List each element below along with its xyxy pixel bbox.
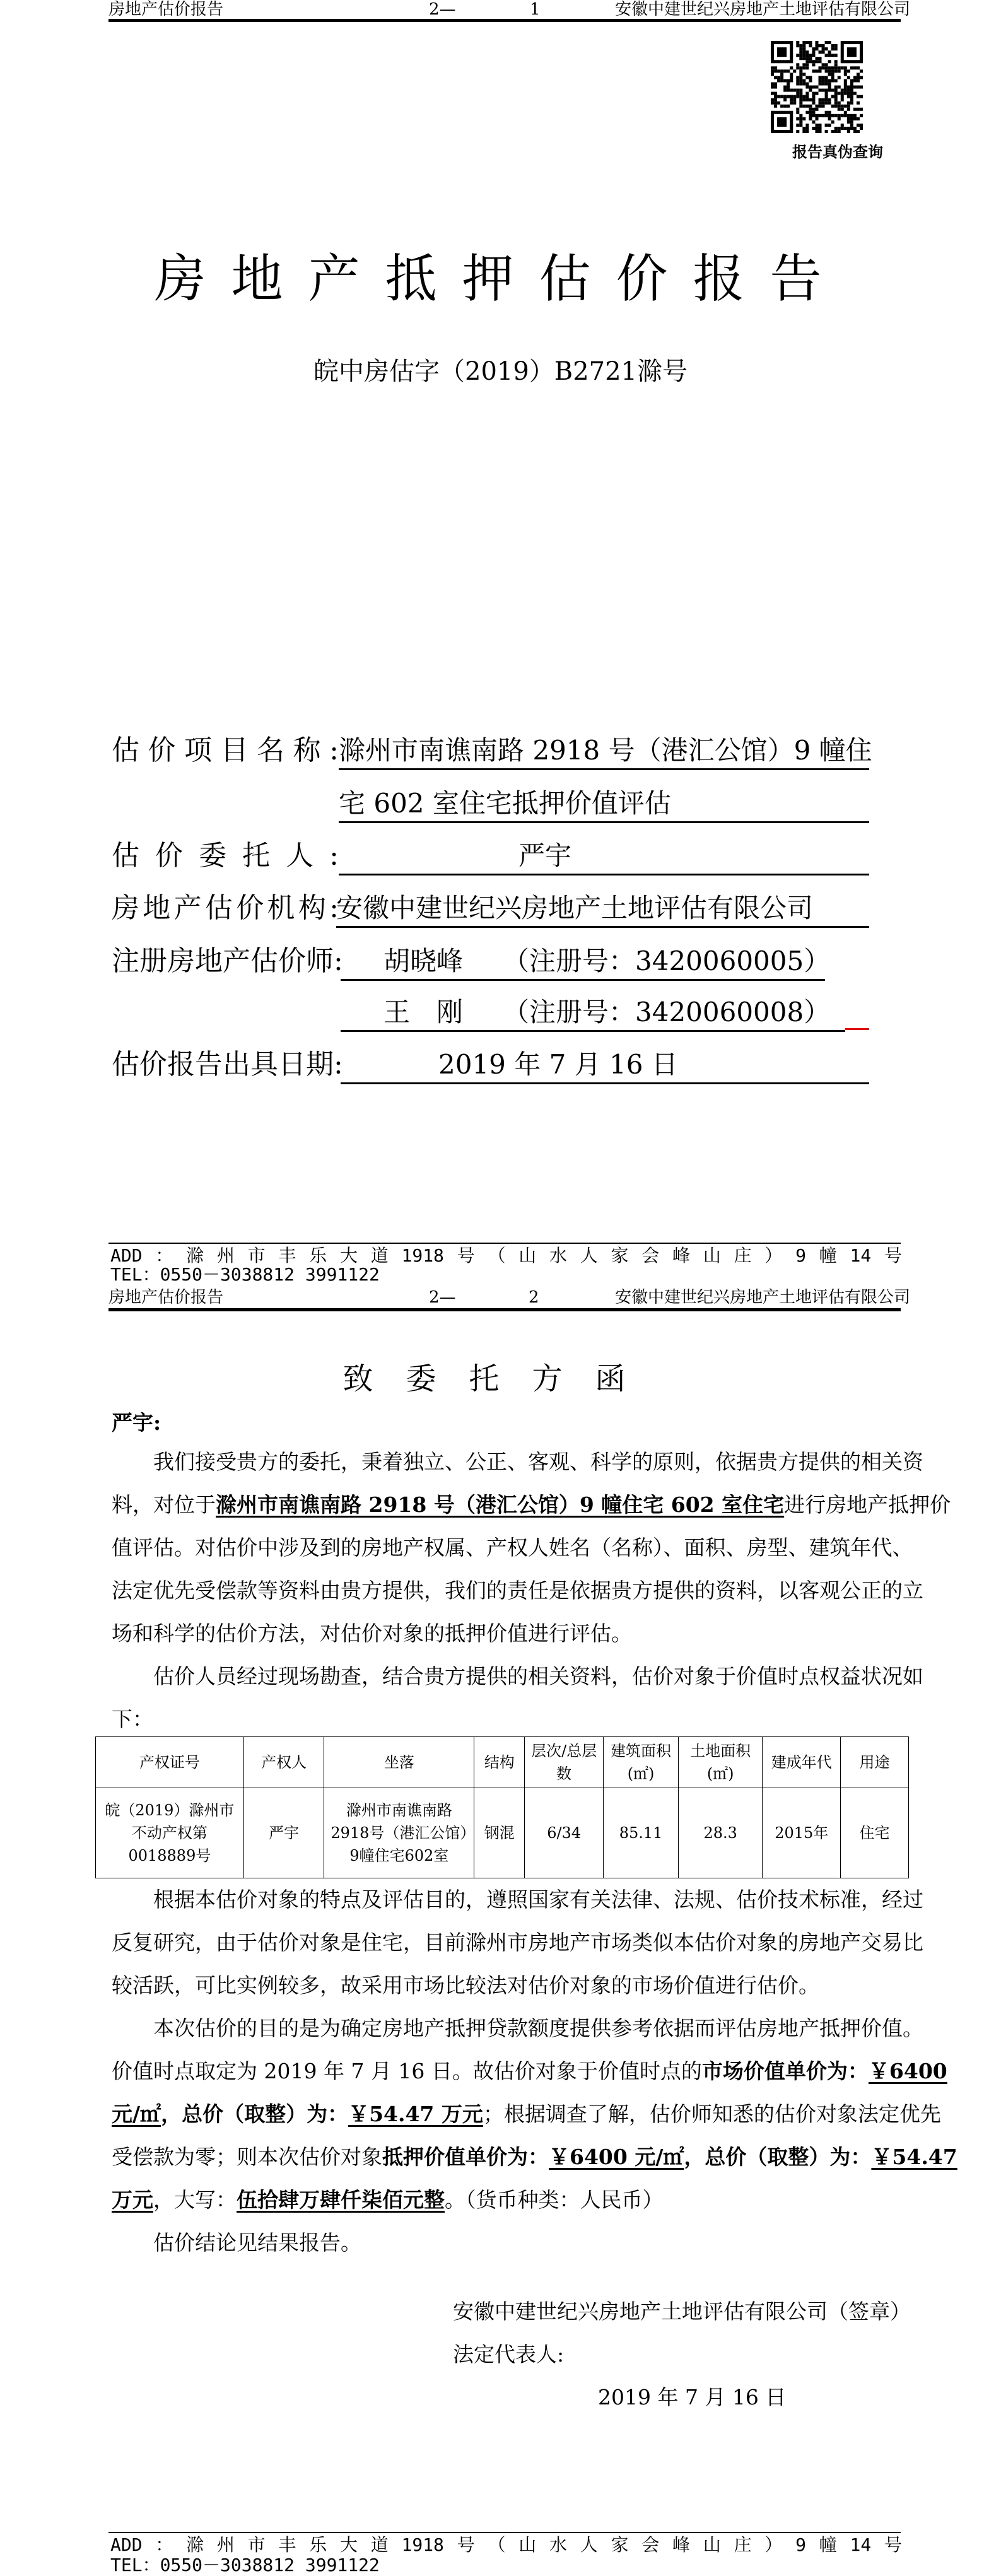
- text-segment: ￥54.47 万元: [348, 2102, 483, 2126]
- table-header-cell: 坐落: [324, 1737, 474, 1788]
- text-segment: ，总价（取整）为：: [684, 2145, 872, 2169]
- red-mark: [845, 1028, 869, 1030]
- table-cell: 皖（2019）滁州市不动产权第0018889号: [96, 1788, 244, 1878]
- letter-title: 致委托方函: [342, 1361, 659, 1396]
- text-segment: 。（货币种类：人民币）: [445, 2187, 664, 2212]
- header-right: 安徽中建世纪兴房地产土地评估有限公司: [615, 0, 911, 19]
- header-rule: [108, 19, 901, 22]
- footer-tel: TEL：0550－3038812 3991122: [110, 2555, 380, 2575]
- text-segment: 估价结论见结果报告。: [112, 2230, 361, 2255]
- table-cell: 滁州市南谯南路2918号（港汇公馆）9幢住宅602室: [324, 1788, 474, 1878]
- project-value-line2: 宅 602 室住宅抵押价值评估: [339, 786, 869, 823]
- text-line: [112, 1930, 923, 1955]
- text-line: [112, 1707, 910, 1732]
- table-header-cell: 产权证号: [96, 1737, 244, 1788]
- signature-company: 安徽中建世纪兴房地产土地评估有限公司（签章）: [453, 2299, 911, 2324]
- text-segment: 滁州市南谯南路 2918 号（港汇公馆）9 幢住宅 602 室住宅: [216, 1492, 785, 1517]
- header-left: 房地产估价报告: [108, 0, 224, 19]
- text-segment: ￥54.47: [871, 2145, 957, 2169]
- text-segment: 伍拾肆万肆仟柒佰元整: [237, 2187, 445, 2212]
- header-rule: [108, 1308, 901, 1311]
- table-header-cell: 土地面积(㎡): [678, 1737, 763, 1788]
- project-label: 估价项目名称:: [112, 734, 339, 766]
- text-line: [112, 1492, 951, 1518]
- text-segment: 元/㎡: [112, 2102, 161, 2126]
- text-segment: 值评估。对估价中涉及到的房地产权属、产权人姓名（名称）、面积、房型、建筑年代、: [112, 1535, 913, 1560]
- table-cell: 2015年: [763, 1788, 841, 1878]
- text-segment: 受偿款为零；则本次估价对象: [112, 2145, 382, 2169]
- footer-address: ADD：滁州市丰乐大道1918号（山水人家会峰山庄）9幢14号: [110, 1245, 902, 1266]
- text-segment: 进行房地产抵押价: [784, 1492, 951, 1517]
- table-header-cell: 结构: [474, 1737, 525, 1788]
- text-line: [112, 2230, 910, 2256]
- text-segment: 我们接受贵方的委托，秉着独立、公正、客观、科学的原则，依据贵方提供的相关资: [112, 1449, 923, 1474]
- text-segment: ，总价（取整）为：: [161, 2102, 349, 2126]
- text-segment: 场和科学的估价方法，对估价对象的抵押价值进行评估。: [112, 1621, 632, 1646]
- header-page-number: 1: [530, 0, 541, 19]
- date-value: 2019 年 7 月 16 日: [341, 1047, 869, 1084]
- footer-address: ADD：滁州市丰乐大道1918号（山水人家会峰山庄）9幢14号: [110, 2534, 902, 2555]
- header-left: 房地产估价报告: [108, 1288, 224, 1307]
- text-line: [112, 2102, 941, 2127]
- text-segment: 市场价值单价为：: [701, 2059, 869, 2083]
- agency-label: 房地产估价机构:: [112, 892, 339, 924]
- appraiser-1: 胡晓峰 （注册号：3420060005）: [341, 944, 825, 981]
- footer-rule: [108, 2532, 901, 2533]
- table-header-cell: 建成年代: [763, 1737, 841, 1788]
- text-segment: ￥6400: [868, 2059, 947, 2083]
- header-right: 安徽中建世纪兴房地产土地评估有限公司: [615, 1288, 911, 1307]
- text-segment: ，大写：: [153, 2187, 237, 2212]
- table-row: [96, 1788, 909, 1878]
- text-segment: 法定优先受偿款等资料由贵方提供，我们的责任是依据贵方提供的资料，以客观公正的立: [112, 1578, 923, 1603]
- salutation: 严宇:: [112, 1410, 161, 1435]
- text-segment: 估价人员经过现场勘查，结合贵方提供的相关资料，估价对象于价值时点权益状况如: [112, 1664, 923, 1689]
- text-segment: 根据本估价对象的特点及评估目的，遵照国家有关法律、法规、估价技术标准，经过: [112, 1887, 923, 1912]
- text-line: [112, 1578, 923, 1603]
- header-page-number: 2: [529, 1288, 539, 1307]
- table-cell: 钢混: [474, 1788, 525, 1878]
- text-segment: 价值时点取定为 2019 年 7 月 16 日。故估价对象于价值时点的: [112, 2059, 702, 2083]
- table-header-cell: 层次/总层数: [525, 1737, 604, 1788]
- text-line: [112, 2059, 947, 2084]
- text-segment: 抵押价值单价为：: [382, 2145, 549, 2169]
- text-segment: 反复研究，由于估价对象是住宅，目前滁州市房地产市场类似本估价对象的房地产交易比: [112, 1930, 923, 1955]
- footer-tel: TEL：0550－3038812 3991122: [110, 1264, 380, 1285]
- table-cell: 28.3: [678, 1788, 763, 1878]
- property-table: [95, 1736, 909, 1878]
- header-page-prefix: 2—: [429, 0, 456, 19]
- table-cell: 住宅: [841, 1788, 909, 1878]
- text-line: [112, 2145, 957, 2170]
- table-header-cell: 产权人: [243, 1737, 324, 1788]
- text-line: [112, 1535, 913, 1560]
- text-line: [112, 2016, 923, 2041]
- client-value: 严宇: [339, 838, 869, 875]
- report-title: 房地产抵押估价报告: [154, 249, 847, 309]
- text-segment: 本次估价的目的是为确定房地产抵押贷款额度提供参考依据而评估房地产抵押价值。: [112, 2016, 923, 2040]
- qr-code-icon[interactable]: [771, 41, 863, 133]
- appraiser-2: 王 刚 （注册号：3420060008）: [341, 995, 845, 1032]
- table-cell: 严宇: [243, 1788, 324, 1878]
- signature-date: 2019 年 7 月 16 日: [598, 2385, 787, 2409]
- text-segment: 料，对位于: [112, 1492, 216, 1517]
- report-number: 皖中房估字（2019）B2721滁号: [313, 357, 688, 386]
- table-cell: 6/34: [525, 1788, 604, 1878]
- table-cell: 85.11: [604, 1788, 679, 1878]
- client-label: 估价委托人:: [112, 840, 339, 872]
- table-header-cell: 建筑面积(㎡): [604, 1737, 679, 1788]
- text-segment: ￥6400 元/㎡: [549, 2145, 684, 2169]
- text-segment: 万元: [112, 2187, 153, 2212]
- text-segment: 下：: [112, 1707, 153, 1731]
- footer-rule: [108, 1243, 901, 1244]
- date-label: 估价报告出具日期:: [112, 1048, 343, 1080]
- text-line: [112, 1621, 910, 1646]
- text-line: [112, 2187, 910, 2213]
- text-segment: ；根据调查了解，估价师知悉的估价对象法定优先: [483, 2102, 941, 2126]
- header-page-prefix: 2—: [429, 1288, 456, 1307]
- appraiser-label: 注册房地产估价师:: [112, 945, 343, 977]
- project-value-line1: 滁州市南谯南路 2918 号（港汇公馆）9 幢住: [339, 733, 869, 770]
- text-line: [112, 1887, 923, 1912]
- table-header-cell: 用途: [841, 1737, 909, 1788]
- qr-caption: 报告真伪查询: [792, 143, 883, 161]
- text-line: [112, 1449, 923, 1475]
- text-line: [112, 1664, 923, 1689]
- legal-representative: 法定代表人:: [453, 2342, 565, 2367]
- text-line: [112, 1973, 910, 1998]
- text-segment: 较活跃，可比实例较多，故采用市场比较法对估价对象的市场价值进行估价。: [112, 1973, 819, 1998]
- agency-value: 安徽中建世纪兴房地产土地评估有限公司: [336, 891, 869, 928]
